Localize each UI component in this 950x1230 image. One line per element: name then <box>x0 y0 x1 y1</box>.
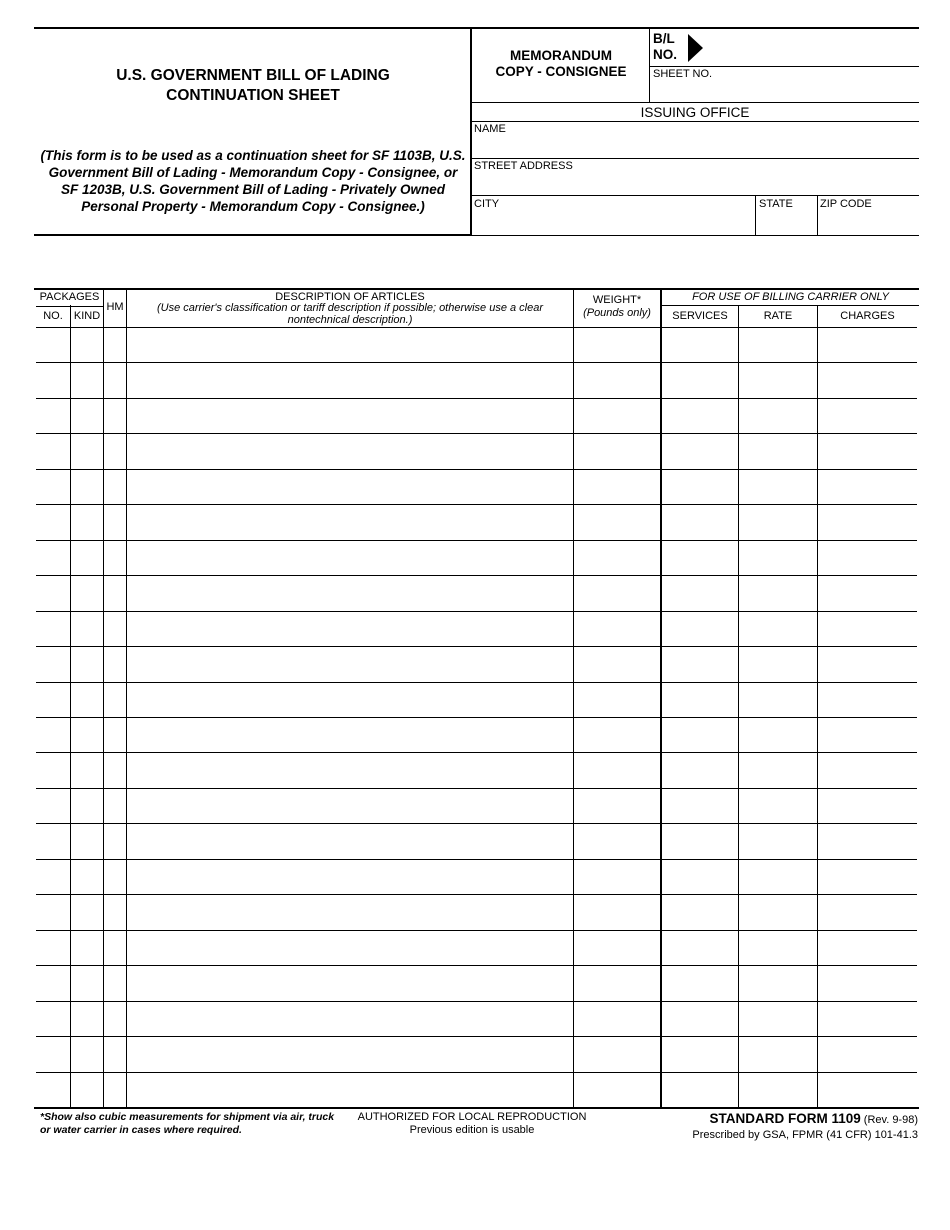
zip-code-label: ZIP CODE <box>820 198 872 210</box>
description-cell[interactable] <box>127 719 572 751</box>
services-cell[interactable] <box>662 364 737 396</box>
charges-cell[interactable] <box>818 967 917 999</box>
row-separator <box>36 788 917 789</box>
services-cell[interactable] <box>662 684 737 716</box>
hm-cell[interactable] <box>104 471 125 503</box>
bl-line1: B/L <box>653 31 675 46</box>
no-cell[interactable] <box>36 896 69 928</box>
no-cell[interactable] <box>36 967 69 999</box>
row-separator <box>36 504 917 505</box>
services-cell[interactable] <box>662 329 737 361</box>
rate-cell[interactable] <box>739 400 816 432</box>
row-separator <box>36 930 917 931</box>
no-cell[interactable] <box>36 1003 69 1035</box>
rate-cell[interactable] <box>739 506 816 538</box>
hm-cell[interactable] <box>104 754 125 786</box>
charges-header: CHARGES <box>840 310 895 322</box>
rate-cell[interactable] <box>739 825 816 857</box>
weight-cell[interactable] <box>574 1038 659 1070</box>
hm-cell[interactable] <box>104 329 125 361</box>
charges-cell[interactable] <box>818 506 917 538</box>
charges-cell[interactable] <box>818 1074 917 1106</box>
col-line-rate-charges <box>817 305 818 1108</box>
no-cell[interactable] <box>36 364 69 396</box>
billing-carrier-header: FOR USE OF BILLING CARRIER ONLY <box>692 291 889 303</box>
charges-cell[interactable] <box>818 754 917 786</box>
kind-cell[interactable] <box>71 613 102 645</box>
kind-cell[interactable] <box>71 825 102 857</box>
weight-header: WEIGHT* <box>592 294 642 306</box>
header-bottom-border-right <box>472 235 919 236</box>
no-cell[interactable] <box>36 542 69 574</box>
no-cell[interactable] <box>36 577 69 609</box>
rate-cell[interactable] <box>739 861 816 893</box>
row-separator <box>36 327 917 328</box>
description-cell[interactable] <box>127 577 572 609</box>
hm-cell[interactable] <box>104 364 125 396</box>
name-label: NAME <box>474 123 506 135</box>
services-cell[interactable] <box>662 719 737 751</box>
rate-cell[interactable] <box>739 684 816 716</box>
weight-cell[interactable] <box>574 896 659 928</box>
services-cell[interactable] <box>662 825 737 857</box>
weight-cell[interactable] <box>574 648 659 680</box>
row-separator <box>36 469 917 470</box>
weight-cell[interactable] <box>574 967 659 999</box>
weight-cell[interactable] <box>574 329 659 361</box>
name-field[interactable] <box>474 137 917 157</box>
rate-cell[interactable] <box>739 613 816 645</box>
kind-cell[interactable] <box>71 754 102 786</box>
bl-no-field[interactable] <box>708 29 917 65</box>
weight-cell[interactable] <box>574 719 659 751</box>
row-separator <box>36 717 917 718</box>
col-line-kind-hm <box>103 289 104 1108</box>
services-cell[interactable] <box>662 932 737 964</box>
kind-cell[interactable] <box>71 577 102 609</box>
weight-cell[interactable] <box>574 825 659 857</box>
no-cell[interactable] <box>36 825 69 857</box>
kind-cell[interactable] <box>71 364 102 396</box>
charges-cell[interactable] <box>818 861 917 893</box>
header-divider <box>470 27 472 236</box>
row-separator <box>36 1001 917 1002</box>
weight-cell[interactable] <box>574 1074 659 1106</box>
charges-cell[interactable] <box>818 542 917 574</box>
weight-cell[interactable] <box>574 542 659 574</box>
kind-cell[interactable] <box>71 542 102 574</box>
hm-cell[interactable] <box>104 1038 125 1070</box>
charges-cell[interactable] <box>818 471 917 503</box>
row-separator <box>36 752 917 753</box>
services-cell[interactable] <box>662 967 737 999</box>
rate-cell[interactable] <box>739 364 816 396</box>
description-cell[interactable] <box>127 896 572 928</box>
kind-cell[interactable] <box>71 861 102 893</box>
memo-copy-label <box>473 48 649 80</box>
kind-header: KIND <box>73 310 101 322</box>
hm-cell[interactable] <box>104 1003 125 1035</box>
rate-cell[interactable] <box>739 435 816 467</box>
memo-bottom-line <box>472 102 919 103</box>
bl-sheet-divider <box>649 66 919 67</box>
memo-line2: COPY - CONSIGNEE <box>495 64 627 79</box>
services-cell[interactable] <box>662 613 737 645</box>
no-cell[interactable] <box>36 613 69 645</box>
services-cell[interactable] <box>662 471 737 503</box>
hm-cell[interactable] <box>104 861 125 893</box>
services-cell[interactable] <box>662 754 737 786</box>
row-separator <box>36 433 917 434</box>
description-cell[interactable] <box>127 754 572 786</box>
charges-cell[interactable] <box>818 364 917 396</box>
description-cell[interactable] <box>127 825 572 857</box>
charges-cell[interactable] <box>818 684 917 716</box>
rate-cell[interactable] <box>739 967 816 999</box>
col-line-weight-services <box>660 289 662 1108</box>
weight-cell[interactable] <box>574 684 659 716</box>
no-cell[interactable] <box>36 719 69 751</box>
no-cell[interactable] <box>36 1038 69 1070</box>
no-cell[interactable] <box>36 790 69 822</box>
hm-cell[interactable] <box>104 790 125 822</box>
services-cell[interactable] <box>662 1074 737 1106</box>
no-cell[interactable] <box>36 400 69 432</box>
weight-cell[interactable] <box>574 754 659 786</box>
row-separator <box>36 1072 917 1073</box>
hm-cell[interactable] <box>104 648 125 680</box>
weight-cell[interactable] <box>574 471 659 503</box>
charges-cell[interactable] <box>818 1003 917 1035</box>
row-separator <box>36 362 917 363</box>
kind-cell[interactable] <box>71 1074 102 1106</box>
row-separator <box>36 575 917 576</box>
row-separator <box>36 823 917 824</box>
charges-cell[interactable] <box>818 648 917 680</box>
rate-cell[interactable] <box>739 542 816 574</box>
form-title <box>36 66 470 106</box>
kind-cell[interactable] <box>71 719 102 751</box>
col-line-no-kind <box>70 305 71 1108</box>
kind-cell[interactable] <box>71 932 102 964</box>
col-line-hm-desc <box>126 289 127 1108</box>
weight-cell[interactable] <box>574 435 659 467</box>
hm-cell[interactable] <box>104 542 125 574</box>
no-cell[interactable] <box>36 684 69 716</box>
hm-cell[interactable] <box>104 719 125 751</box>
hm-cell[interactable] <box>104 435 125 467</box>
charges-cell[interactable] <box>818 719 917 751</box>
services-cell[interactable] <box>662 542 737 574</box>
services-cell[interactable] <box>662 435 737 467</box>
services-cell[interactable] <box>662 400 737 432</box>
kind-cell[interactable] <box>71 896 102 928</box>
sheet-no-field[interactable] <box>651 82 917 101</box>
hm-cell[interactable] <box>104 613 125 645</box>
row-separator <box>36 540 917 541</box>
kind-cell[interactable] <box>71 1003 102 1035</box>
weight-cell[interactable] <box>574 932 659 964</box>
description-cell[interactable] <box>127 471 572 503</box>
rate-header: RATE <box>763 310 793 322</box>
table-top-border <box>34 288 919 290</box>
issuing-office-label: ISSUING OFFICE <box>640 105 750 120</box>
description-note: (Use carrier's classification or tariff description if possible; otherwise use a clear nontechnical description.) <box>156 302 544 326</box>
packages-header: PACKAGES <box>39 291 100 303</box>
rate-cell[interactable] <box>739 896 816 928</box>
hm-cell[interactable] <box>104 825 125 857</box>
services-cell[interactable] <box>662 1003 737 1035</box>
memo-line1: MEMORANDUM <box>510 48 612 63</box>
issuing-line <box>472 121 919 122</box>
rate-cell[interactable] <box>739 329 816 361</box>
rate-cell[interactable] <box>739 790 816 822</box>
rate-cell[interactable] <box>739 1074 816 1106</box>
kind-cell[interactable] <box>71 471 102 503</box>
sheet-no-label: SHEET NO. <box>653 68 713 80</box>
hm-cell[interactable] <box>104 1074 125 1106</box>
services-cell[interactable] <box>662 896 737 928</box>
services-header: SERVICES <box>672 310 728 322</box>
description-cell[interactable] <box>127 613 572 645</box>
rate-cell[interactable] <box>739 1038 816 1070</box>
bl-no-label <box>653 31 677 63</box>
charges-cell[interactable] <box>818 613 917 645</box>
charges-cell[interactable] <box>818 1038 917 1070</box>
description-cell[interactable] <box>127 790 572 822</box>
state-divider <box>755 195 756 235</box>
no-header: NO. <box>43 310 63 322</box>
no-cell[interactable] <box>36 861 69 893</box>
charges-cell[interactable] <box>818 435 917 467</box>
hm-cell[interactable] <box>104 684 125 716</box>
zip-divider <box>817 195 818 235</box>
kind-cell[interactable] <box>71 435 102 467</box>
row-separator <box>36 894 917 895</box>
description-cell[interactable] <box>127 1038 572 1070</box>
hm-cell[interactable] <box>104 506 125 538</box>
col-line-desc-weight <box>573 289 574 1108</box>
weight-cell[interactable] <box>574 506 659 538</box>
services-cell[interactable] <box>662 861 737 893</box>
description-cell[interactable] <box>127 684 572 716</box>
street-line <box>472 195 919 196</box>
weight-cell[interactable] <box>574 790 659 822</box>
row-separator <box>36 611 917 612</box>
rate-cell[interactable] <box>739 754 816 786</box>
row-separator <box>36 859 917 860</box>
form-revision: (Rev. 9-98) <box>863 1114 918 1126</box>
hm-cell[interactable] <box>104 896 125 928</box>
no-cell[interactable] <box>36 648 69 680</box>
row-separator <box>36 398 917 399</box>
state-label: STATE <box>759 198 793 210</box>
standard-form-line <box>692 1111 918 1128</box>
rate-cell[interactable] <box>739 932 816 964</box>
row-separator <box>36 682 917 683</box>
no-cell[interactable] <box>36 754 69 786</box>
rate-cell[interactable] <box>739 648 816 680</box>
hm-cell[interactable] <box>104 400 125 432</box>
description-cell[interactable] <box>127 400 572 432</box>
hm-cell[interactable] <box>104 967 125 999</box>
kind-cell[interactable] <box>71 648 102 680</box>
description-cell[interactable] <box>127 329 572 361</box>
description-cell[interactable] <box>127 1074 572 1106</box>
rate-cell[interactable] <box>739 471 816 503</box>
weight-cell[interactable] <box>574 1003 659 1035</box>
street-address-field[interactable] <box>474 174 917 194</box>
kind-cell[interactable] <box>71 506 102 538</box>
kind-cell[interactable] <box>71 790 102 822</box>
rate-cell[interactable] <box>739 1003 816 1035</box>
weight-cell[interactable] <box>574 861 659 893</box>
charges-cell[interactable] <box>818 896 917 928</box>
description-cell[interactable] <box>127 861 572 893</box>
street-address-label: STREET ADDRESS <box>474 160 573 172</box>
hm-cell[interactable] <box>104 577 125 609</box>
form-title-line2: CONTINUATION SHEET <box>166 87 340 104</box>
description-cell[interactable] <box>127 648 572 680</box>
description-cell[interactable] <box>127 364 572 396</box>
charges-cell[interactable] <box>818 329 917 361</box>
description-cell[interactable] <box>127 967 572 999</box>
hm-header: HM <box>106 301 124 313</box>
kind-cell[interactable] <box>71 400 102 432</box>
previous-edition-text: Previous edition is usable <box>409 1124 535 1136</box>
city-label: CITY <box>474 198 500 210</box>
form-title-line1: U.S. GOVERNMENT BILL OF LADING <box>116 67 390 84</box>
no-cell[interactable] <box>36 932 69 964</box>
description-cell[interactable] <box>127 542 572 574</box>
state-field[interactable] <box>757 212 815 234</box>
prescribed-by: Prescribed by GSA, FPMR (41 CFR) 101-41.3 <box>692 1129 918 1141</box>
form-instructions: (This form is to be used as a continuation sheet for SF 1103B, U.S. Government Bill of Lading - Memorandum Copy - Consignee, or SF 1203B, U.S. Government Bill of Lading - Privately Owned Personal Property - Memorandum Copy - Consignee.) <box>40 148 466 214</box>
no-cell[interactable] <box>36 435 69 467</box>
form-identifier <box>692 1111 918 1143</box>
weight-cell[interactable] <box>574 613 659 645</box>
kind-cell[interactable] <box>71 684 102 716</box>
charges-cell[interactable] <box>818 932 917 964</box>
weight-cell[interactable] <box>574 400 659 432</box>
cubic-measurement-note: *Show also cubic measurements for shipment via air, truck or water carrier in cases where required. <box>40 1111 335 1136</box>
no-cell[interactable] <box>36 506 69 538</box>
zip-code-field[interactable] <box>819 212 917 234</box>
rate-cell[interactable] <box>739 719 816 751</box>
description-header: DESCRIPTION OF ARTICLES <box>275 291 425 303</box>
weight-cell[interactable] <box>574 364 659 396</box>
weight-note: (Pounds only) <box>583 307 651 319</box>
kind-cell[interactable] <box>71 329 102 361</box>
standard-form-number: STANDARD FORM 1109 <box>709 1111 861 1126</box>
rate-cell[interactable] <box>739 577 816 609</box>
services-cell[interactable] <box>662 790 737 822</box>
memo-divider <box>649 27 650 103</box>
weight-cell[interactable] <box>574 577 659 609</box>
authorized-text: AUTHORIZED FOR LOCAL REPRODUCTION <box>357 1111 587 1123</box>
description-cell[interactable] <box>127 506 572 538</box>
charges-cell[interactable] <box>818 577 917 609</box>
reproduction-note <box>352 1111 592 1137</box>
kind-cell[interactable] <box>71 1038 102 1070</box>
col-line-services-rate <box>738 305 739 1108</box>
description-cell[interactable] <box>127 435 572 467</box>
hm-cell[interactable] <box>104 932 125 964</box>
no-cell[interactable] <box>36 329 69 361</box>
services-cell[interactable] <box>662 577 737 609</box>
arrow-right-icon <box>688 34 703 62</box>
billing-subheader-line <box>662 305 919 306</box>
charges-cell[interactable] <box>818 825 917 857</box>
table-bottom-border <box>34 1107 919 1109</box>
row-separator <box>36 1036 917 1037</box>
description-cell[interactable] <box>127 932 572 964</box>
kind-cell[interactable] <box>71 967 102 999</box>
bl-line2: NO. <box>653 47 678 62</box>
no-cell[interactable] <box>36 471 69 503</box>
no-cell[interactable] <box>36 1074 69 1106</box>
charges-cell[interactable] <box>818 400 917 432</box>
charges-cell[interactable] <box>818 790 917 822</box>
services-cell[interactable] <box>662 506 737 538</box>
row-separator <box>36 646 917 647</box>
services-cell[interactable] <box>662 648 737 680</box>
row-separator <box>36 965 917 966</box>
services-cell[interactable] <box>662 1038 737 1070</box>
header-bottom-border-left <box>34 234 472 236</box>
city-field[interactable] <box>474 212 753 234</box>
name-line <box>472 158 919 159</box>
description-cell[interactable] <box>127 1003 572 1035</box>
